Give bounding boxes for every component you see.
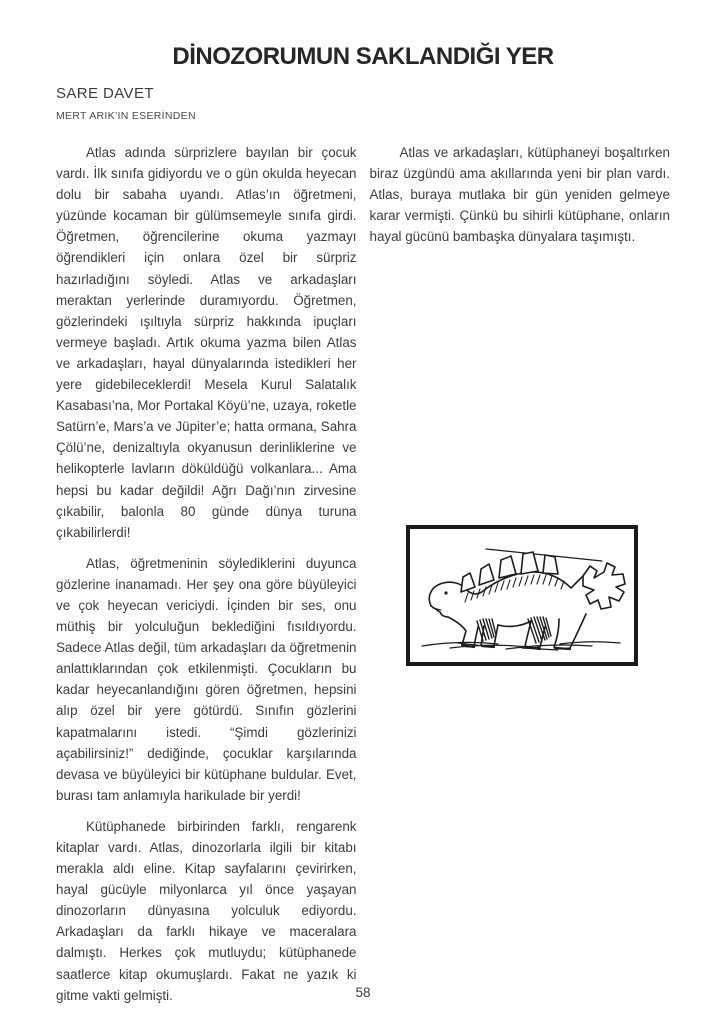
story-paragraph: Atlas adında sürprizlere bayılan bir çocuk vardı. İlk sınıfa gidiyordu ve o gün okulda heyecan dolu bir sabaha uyandı. Atlas’ın öğretmeni, yüzünde kocaman bir gülümsemeyle sınıfa girdi. Öğretmen, öğrencilerine okuma yazmayı öğrendikleri için onlara özel bir sürpriz hazırladığını söyledi. Atlas ve arkadaşları meraktan yerlerinde duramıyordu. Öğretmen, gözlerindeki ışıltıyla sürpriz hakkında ipuçları vermeye başladı. Artık okuma yazma bilen Atlas ve arkadaşları, hayal dünyalarında istedikleri her yere gidebileceklerdi! Mesela Kurul Salatalık Kasabası’na, Mor Portakal Köyü’ne, uzaya, roketle Satürn’e, Mars’a ve Jüpiter’e; hatta ormana, Sahra Çölü’ne, denizaltıyla okyanusun derinliklerine ve helikopterle lavların döküldüğü volkanlara... Ama hepsi bu kadar değildi! Ağrı Dağı’nın zirvesine çıkabilir, balonla 80 günde dünya turuna çıkabilirlerdi! xyxy=(56,145,357,540)
story-paragraph: Kütüphanede birbirinden farklı, rengarenk kitaplar vardı. Atlas, dinozorlarla ilgili bir kitabı merakla aldı eline. Kitap sayfalarını çevirirken, hayal gücüyle milyonlarca yıl önce yaşayan dinozorların dünyasına yolculuk ediyordu. Arkadaşları da farklı hikaye ve maceralara dalmıştı. Herkes çok mutluydu; kütüphanede saatlerce kitap okumuşlardı. Fakat ne yazık ki gitme vakti gelmişti. xyxy=(56,818,357,1003)
dinosaur-illustration xyxy=(410,529,634,662)
source-attribution: MERT ARIK’IN ESERİNDEN xyxy=(56,110,196,122)
page-number: 58 xyxy=(355,985,371,1000)
author-name: SARE DAVET xyxy=(56,85,154,102)
story-paragraph: Atlas, öğretmeninin söylediklerini duyunca gözlerine inanamadı. Her şey ona göre büyüleyici ve çok heyecan vericiydi. İçinden bir ses, onu müthiş bir yolculuğun beklediğini fısıldıyordu. Sadece Atlas değil, tüm arkadaşları da öğretmenin anlattıklarından çok etkilenmişti. Çocukların bu kadar heyecanlandığını gören öğretmen, hepsini alıp özel bir yere götürdü. Sınıfın gözlerini kapatmalarını istedi. “Şimdi gözlerinizi açabilirsiniz!” dediğinde, çocuklar karşılarında devasa ve büyüleyici bir kütüphane buldular. Evet, burası tam anlamıyla harikulade bir yerdi! xyxy=(56,555,357,803)
left-column xyxy=(56,142,357,1016)
dinosaur-figure-frame xyxy=(406,525,638,666)
two-column-text-area xyxy=(56,142,670,1016)
right-column xyxy=(370,142,671,1016)
page-title: DİNOZORUMUN SAKLANDIĞI YER xyxy=(172,43,554,70)
story-paragraph: Atlas ve arkadaşları, kütüphaneyi boşaltırken biraz üzgündü ama akıllarında yeni bir plan vardı. Atlas, buraya mutlaka bir gün yeniden gelmeye karar vermişti. Çünkü bu sihirli kütüphane, onların hayal gücünü bambaşka dünyalara taşımıştı. xyxy=(369,145,670,245)
